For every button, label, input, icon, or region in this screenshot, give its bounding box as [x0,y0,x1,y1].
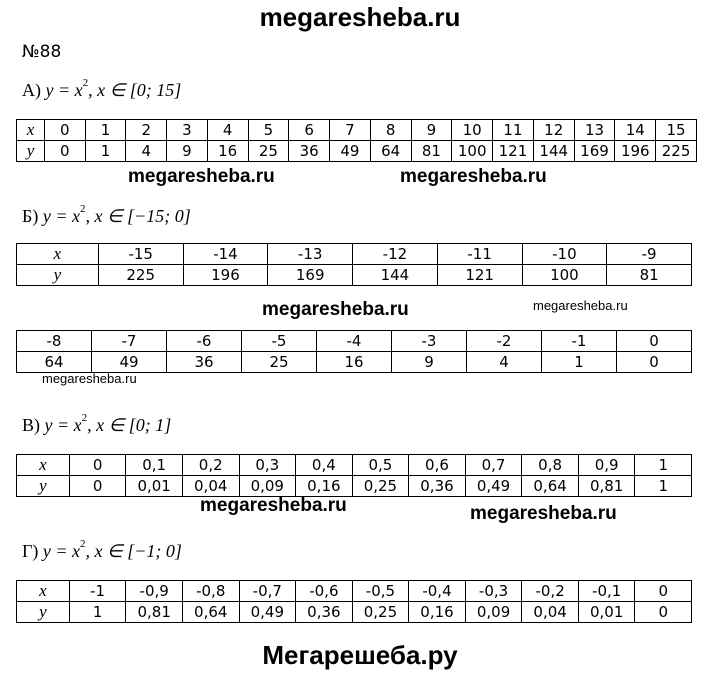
watermark: megaresheba.ru [533,298,628,313]
cell-x: 0,4 [296,455,353,476]
cell-y: 1 [541,352,616,373]
cell-x: -0,4 [409,581,466,602]
cell-x: -0,3 [465,581,522,602]
cell-y: 4 [126,141,167,162]
cell-y: 1 [85,141,126,162]
cell-y: 36 [167,352,242,373]
cell-y: 81 [607,265,692,286]
section-v-heading [22,412,172,436]
cell-y: 4 [466,352,541,373]
cell-y: 49 [92,352,167,373]
cell-y: 0,09 [239,476,296,497]
site-footer: Мегарешеба.ру [262,640,458,670]
row-header-x: x [17,581,70,602]
cell-x: 0 [44,120,85,141]
cell-x: -0,1 [578,581,635,602]
cell-x: -12 [353,244,438,265]
table-row [17,331,692,352]
cell-x: 0 [69,455,126,476]
section-g-domain: , x ∈ [−1; 0] [85,541,182,561]
cell-x: -9 [607,244,692,265]
cell-x: 12 [533,120,574,141]
cell-x: 2 [126,120,167,141]
cell-y: 0,09 [465,602,522,623]
cell-x: 0,2 [182,455,239,476]
section-a-equation: y = x [45,80,83,100]
section-a-label: А) [22,80,41,100]
table-row [17,455,692,476]
cell-y: 0 [69,476,126,497]
section-g-heading [22,538,182,562]
cell-x: 3 [167,120,208,141]
cell-x: -0,6 [296,581,353,602]
cell-x: 1 [635,455,692,476]
cell-x: 0,7 [465,455,522,476]
cell-y: 64 [17,352,92,373]
watermark: megaresheba.ru [200,495,347,516]
section-b-exponent: 2 [79,203,86,215]
watermark: megaresheba.ru [262,299,409,320]
section-g-label: Г) [22,541,39,561]
cell-x: -0,9 [126,581,183,602]
task-number: №88 [22,42,62,62]
cell-y: 0,01 [578,602,635,623]
cell-y: 16 [207,141,248,162]
cell-y: 9 [392,352,467,373]
cell-x: 14 [615,120,656,141]
cell-y: 169 [268,265,353,286]
row-header-y: y [17,141,45,162]
section-b-label: Б) [22,206,39,226]
cell-y: 100 [452,141,493,162]
section-b-heading [22,203,191,227]
row-header-y: y [17,602,70,623]
table-row [17,265,692,286]
table-row [17,476,692,497]
section-a-domain: , x ∈ [0; 15] [88,80,182,100]
cell-x: -3 [392,331,467,352]
cell-x: 0 [635,581,692,602]
table-b-part1 [16,243,692,286]
cell-x: -6 [167,331,242,352]
cell-y: 0,36 [296,602,353,623]
cell-y: 0,04 [522,602,579,623]
cell-y: 25 [248,141,289,162]
cell-x: 9 [411,120,452,141]
cell-x: -0,7 [239,581,296,602]
table-row [17,244,692,265]
cell-x: 0,8 [522,455,579,476]
watermark: megaresheba.ru [400,166,547,187]
cell-x: -5 [242,331,317,352]
cell-x: 8 [370,120,411,141]
cell-x: 0,3 [239,455,296,476]
cell-y: 1 [69,602,126,623]
table-row [17,141,697,162]
row-header-y: y [17,476,70,497]
cell-y: 0,64 [182,602,239,623]
cell-y: 225 [98,265,183,286]
section-g-equation: y = x [42,541,81,561]
table-a [16,119,697,162]
section-g-exponent: 2 [80,538,86,550]
cell-y: 0,81 [578,476,635,497]
cell-y: 169 [574,141,615,162]
row-header-x: x [17,120,45,141]
cell-y: 0,81 [126,602,183,623]
cell-x: -13 [268,244,353,265]
cell-y: 144 [533,141,574,162]
cell-y: 81 [411,141,452,162]
cell-x: -10 [522,244,607,265]
table-row [17,602,692,623]
section-a-exponent: 2 [82,77,89,89]
section-v-label: В) [22,415,40,435]
cell-x: 10 [452,120,493,141]
cell-x: 4 [207,120,248,141]
cell-y: 1 [635,476,692,497]
row-header-x: x [17,244,99,265]
section-v-equation: y = x [44,415,82,435]
table-row [17,352,692,373]
cell-x: 0,1 [126,455,183,476]
table-v [16,454,692,497]
section-v-exponent: 2 [81,412,88,424]
cell-y: 0,25 [352,476,409,497]
watermark: megaresheba.ru [470,503,617,524]
watermark: megaresheba.ru [128,166,275,187]
cell-x: 7 [330,120,371,141]
table-b-part2 [16,330,692,373]
cell-y: 121 [493,141,534,162]
table-row [17,581,692,602]
cell-y: 0,16 [409,602,466,623]
cell-x: 5 [248,120,289,141]
cell-y: 225 [656,141,697,162]
cell-y: 121 [437,265,522,286]
cell-x: -0,8 [182,581,239,602]
table-g [16,580,692,623]
cell-y: 49 [330,141,371,162]
cell-x: 0,6 [409,455,466,476]
cell-x: -0,2 [522,581,579,602]
cell-y: 0,49 [465,476,522,497]
cell-x: -0,5 [352,581,409,602]
cell-x: -15 [98,244,183,265]
section-b-equation: y = x [42,206,80,226]
cell-x: 13 [574,120,615,141]
cell-y: 0,04 [182,476,239,497]
cell-x: -2 [466,331,541,352]
cell-x: -14 [183,244,268,265]
cell-y: 0,49 [239,602,296,623]
cell-y: 36 [289,141,330,162]
site-header: megaresheba.ru [259,2,461,32]
cell-y: 0,25 [352,602,409,623]
cell-y: 144 [353,265,438,286]
cell-x: 1 [85,120,126,141]
cell-y: 100 [522,265,607,286]
cell-x: 11 [493,120,534,141]
cell-x: -1 [69,581,126,602]
cell-y: 196 [615,141,656,162]
cell-x: -1 [541,331,616,352]
cell-y: 0,01 [126,476,183,497]
cell-y: 25 [242,352,317,373]
cell-y: 9 [167,141,208,162]
cell-y: 196 [183,265,268,286]
cell-y: 0,36 [409,476,466,497]
cell-x: 0,9 [578,455,635,476]
section-b-domain: , x ∈ [−15; 0] [85,206,191,226]
cell-x: 6 [289,120,330,141]
cell-x: -8 [17,331,92,352]
row-header-x: x [17,455,70,476]
cell-y: 64 [370,141,411,162]
row-header-y: y [17,265,99,286]
cell-x: -11 [437,244,522,265]
cell-y: 0,64 [522,476,579,497]
cell-x: -7 [92,331,167,352]
table-row [17,120,697,141]
cell-y: 0 [635,602,692,623]
cell-y: 16 [317,352,392,373]
cell-y: 0 [616,352,691,373]
cell-x: 0,5 [352,455,409,476]
cell-x: -4 [317,331,392,352]
cell-x: 0 [616,331,691,352]
watermark: megaresheba.ru [42,371,137,386]
section-v-domain: , x ∈ [0; 1] [87,415,172,435]
section-a-heading [22,77,182,101]
cell-y: 0 [44,141,85,162]
cell-y: 0,16 [296,476,353,497]
cell-x: 15 [656,120,697,141]
